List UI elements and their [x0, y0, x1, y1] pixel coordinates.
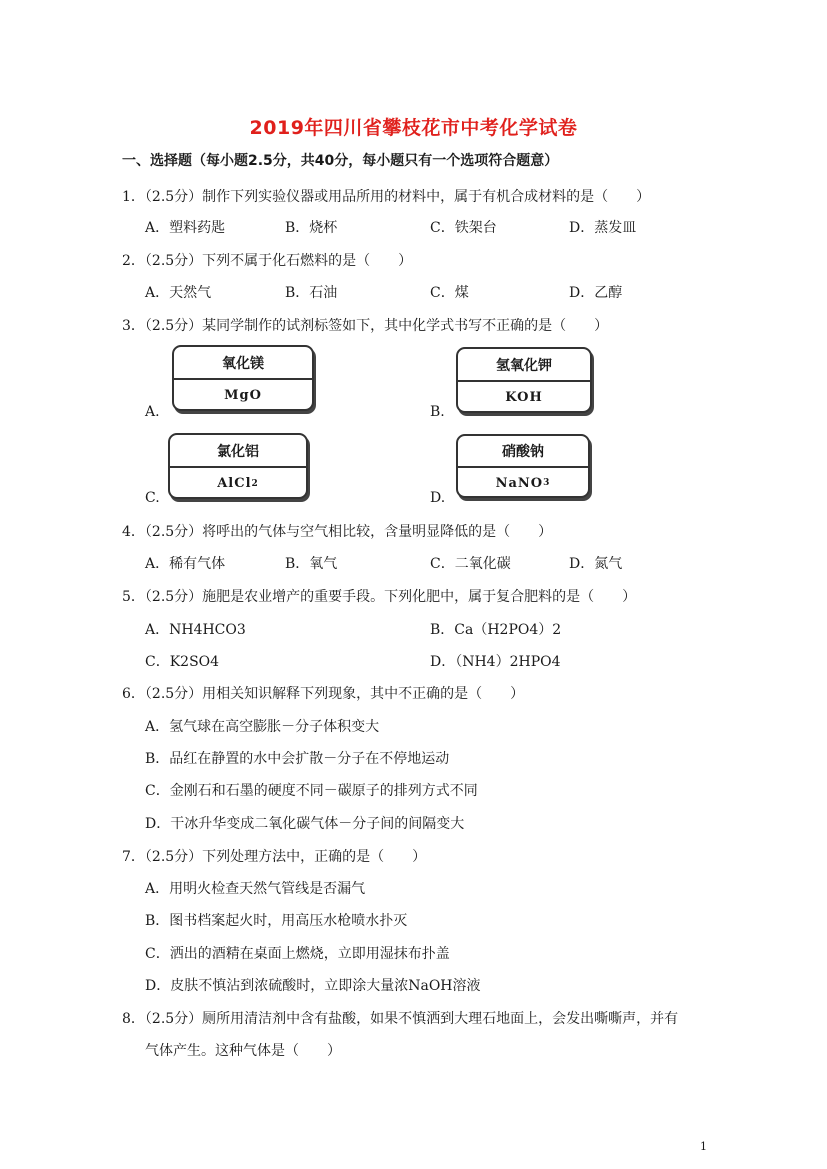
question-7: 7．（2.5分）下列处理方法中，正确的是（ ）: [122, 849, 427, 865]
q1-option-a: A．塑料药匙: [145, 220, 226, 236]
label-d-formula: NaNO 3: [495, 475, 551, 491]
page-title: 2019年四川省攀枝花市中考化学试卷: [249, 117, 578, 139]
q3-option-d: D.: [430, 490, 446, 506]
question-4: 4．（2.5分）将呼出的气体与空气相比较，含量明显降低的是（ ）: [122, 524, 553, 540]
question-5: 5．（2.5分）施肥是农业增产的重要手段。下列化肥中，属于复合肥料的是（ ）: [122, 589, 637, 605]
page-number: 1: [700, 1140, 707, 1153]
q6-option-d: D．干冰升华变成二氧化碳气体－分子间的间隔变大: [145, 816, 465, 832]
q3-option-a: A.: [145, 404, 160, 420]
q5-option-d: D．（NH4）2HPO4: [430, 654, 561, 670]
reagent-label-b: [456, 347, 592, 413]
q2-option-b: B．石油: [285, 285, 338, 301]
q7-option-a: A．用明火检查天然气管线是否漏气: [145, 881, 366, 897]
question-1: 1．（2.5分）制作下列实验仪器或用品所用的材料中，属于有机合成材料的是（ ）: [122, 189, 651, 205]
label-b-formula: KOH: [505, 390, 543, 405]
q2-option-d: D．乙醇: [569, 285, 623, 301]
q4-option-d: D．氮气: [569, 556, 623, 572]
q1-option-c: C．铁架台: [430, 220, 497, 236]
q5-option-c: C．K2SO4: [145, 654, 220, 670]
q5-option-a: A．NH4HCO3: [145, 622, 246, 638]
q6-option-a: A．氢气球在高空膨胀－分子体积变大: [145, 719, 380, 735]
question-3: 3．（2.5分）某同学制作的试剂标签如下，其中化学式书写不正确的是（ ）: [122, 318, 609, 334]
question-6: 6．（2.5分）用相关知识解释下列现象，其中不正确的是（ ）: [122, 686, 525, 702]
label-a-name: 氧化镁: [174, 347, 312, 380]
q4-option-c: C．二氧化碳: [430, 556, 511, 572]
label-d-name: 硝酸钠: [458, 436, 588, 468]
q5-option-b: B．Ca（H2PO4）2: [430, 622, 562, 638]
reagent-label-d: [456, 434, 590, 498]
q1-option-d: D．蒸发皿: [569, 220, 637, 236]
label-b-name: 氢氧化钾: [458, 349, 590, 382]
q6-option-c: C．金刚石和石墨的硬度不同－碳原子的排列方式不同: [145, 783, 478, 799]
reagent-label-a: [172, 345, 314, 411]
q3-option-c: C.: [145, 490, 160, 506]
q7-option-c: C．洒出的酒精在桌面上燃烧，立即用湿抹布扑盖: [145, 946, 450, 962]
q7-option-b: B．图书档案起火时，用高压水枪喷水扑灭: [145, 913, 408, 929]
section-heading: 一、选择题（每小题2.5分，共40分，每小题只有一个选项符合题意）: [122, 153, 559, 169]
label-c-formula: AlCl 2: [217, 476, 259, 491]
question-2: 2．（2.5分）下列不属于化石燃料的是（ ）: [122, 253, 413, 269]
q4-option-b: B．氧气: [285, 556, 338, 572]
q4-option-a: A．稀有气体: [145, 556, 226, 572]
q1-option-b: B．烧杯: [285, 220, 338, 236]
label-c-name: 氯化铝: [170, 435, 306, 468]
question-8-line-1: 8．（2.5分）厕所用清洁剂中含有盐酸，如果不慎洒到大理石地面上，会发出嘶嘶声，并有: [122, 1011, 679, 1027]
q3-option-b: B.: [430, 404, 445, 420]
q2-option-c: C．煤: [430, 285, 469, 301]
question-8-line-2: 气体产生。这种气体是（ ）: [145, 1043, 341, 1059]
label-a-formula: MgO: [224, 388, 262, 403]
q2-option-a: A．天然气: [145, 285, 212, 301]
q7-option-d: D．皮肤不慎沾到浓硫酸时，立即涂大量浓NaOH溶液: [145, 978, 481, 994]
reagent-label-c: [168, 433, 308, 499]
q6-option-b: B．品红在静置的水中会扩散－分子在不停地运动: [145, 751, 450, 767]
